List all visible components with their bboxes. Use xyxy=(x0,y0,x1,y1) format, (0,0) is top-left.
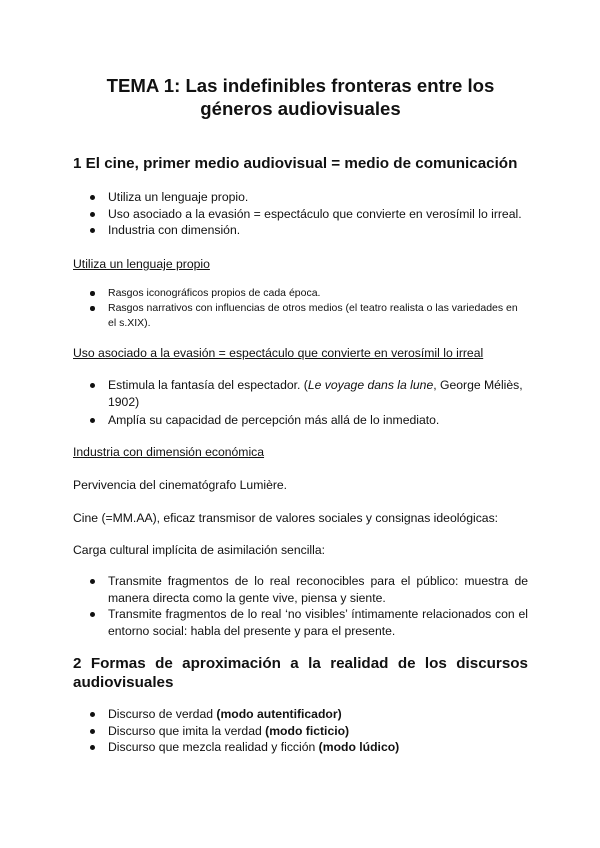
section-1-bullet-list xyxy=(73,189,528,239)
evasion-bullet-list xyxy=(73,377,528,429)
paragraph: Carga cultural implícita de asimilación sencilla: xyxy=(73,543,325,557)
carga-cultural-bullet-list xyxy=(73,573,528,639)
paragraph: Pervivencia del cinematógrafo Lumière. xyxy=(73,478,288,492)
list-item xyxy=(73,377,528,410)
film-title: Le voyage dans la lune xyxy=(307,378,434,392)
subheading-industria: Industria con dimensión económica xyxy=(73,445,265,459)
list-item: Industria con dimensión. xyxy=(73,222,528,239)
bullet-text: Estimula la fantasía del espectador. ( xyxy=(108,378,308,392)
document-title: TEMA 1: Las indefinibles fronteras entre los géneros audiovisuales xyxy=(106,75,495,119)
bold-term: (modo ficticio) xyxy=(265,723,350,738)
list-item: Amplía su capacidad de percepción más allá de lo inmediato. xyxy=(73,412,528,429)
list-item: Rasgos iconográficos propios de cada época. xyxy=(73,286,528,301)
bold-term: (modo autentificador) xyxy=(216,707,342,721)
section-1-heading: 1 El cine, primer medio audiovisual = medio de comunicación xyxy=(73,155,518,172)
subheading-lenguaje-propio: Utiliza un lenguaje propio xyxy=(73,257,210,271)
list-item: Rasgos narrativos con influencias de otros medios (el teatro realista o las variedades en el s.XIX). xyxy=(73,301,528,331)
list-item: Transmite fragmentos de lo real ‘no visibles’ íntimamente relacionados con el entorno social: habla del presente y para el presente. xyxy=(73,606,528,639)
bold-term: (modo lúdico) xyxy=(318,740,400,754)
list-item: Transmite fragmentos de lo real reconocibles para el público: muestra de manera directa como la gente vive, piensa y siente. xyxy=(73,573,528,606)
bullet-text: Discurso que imita la verdad xyxy=(108,723,266,738)
list-item xyxy=(73,723,528,740)
list-item: Uso asociado a la evasión = espectáculo que convierte en verosímil lo irreal. xyxy=(73,206,528,223)
section-2-bullet-list xyxy=(73,706,528,756)
list-item xyxy=(73,739,528,756)
list-item: Utiliza un lenguaje propio. xyxy=(73,189,528,206)
bullet-text: , George Méliès, 1902) xyxy=(108,378,523,409)
lenguaje-bullet-list xyxy=(73,286,528,331)
bullet-text: Discurso que mezcla realidad y ficción xyxy=(108,740,319,754)
list-item xyxy=(73,706,528,723)
section-2-heading: 2 Formas de aproximación a la realidad de los discursos audiovisuales xyxy=(73,655,528,691)
subheading-evasion: Uso asociado a la evasión = espectáculo que convierte en verosímil lo irreal xyxy=(73,346,484,360)
bullet-text: Discurso de verdad xyxy=(108,707,217,721)
paragraph: Cine (=MM.AA), eficaz transmisor de valores sociales y consignas ideológicas: xyxy=(73,511,499,525)
